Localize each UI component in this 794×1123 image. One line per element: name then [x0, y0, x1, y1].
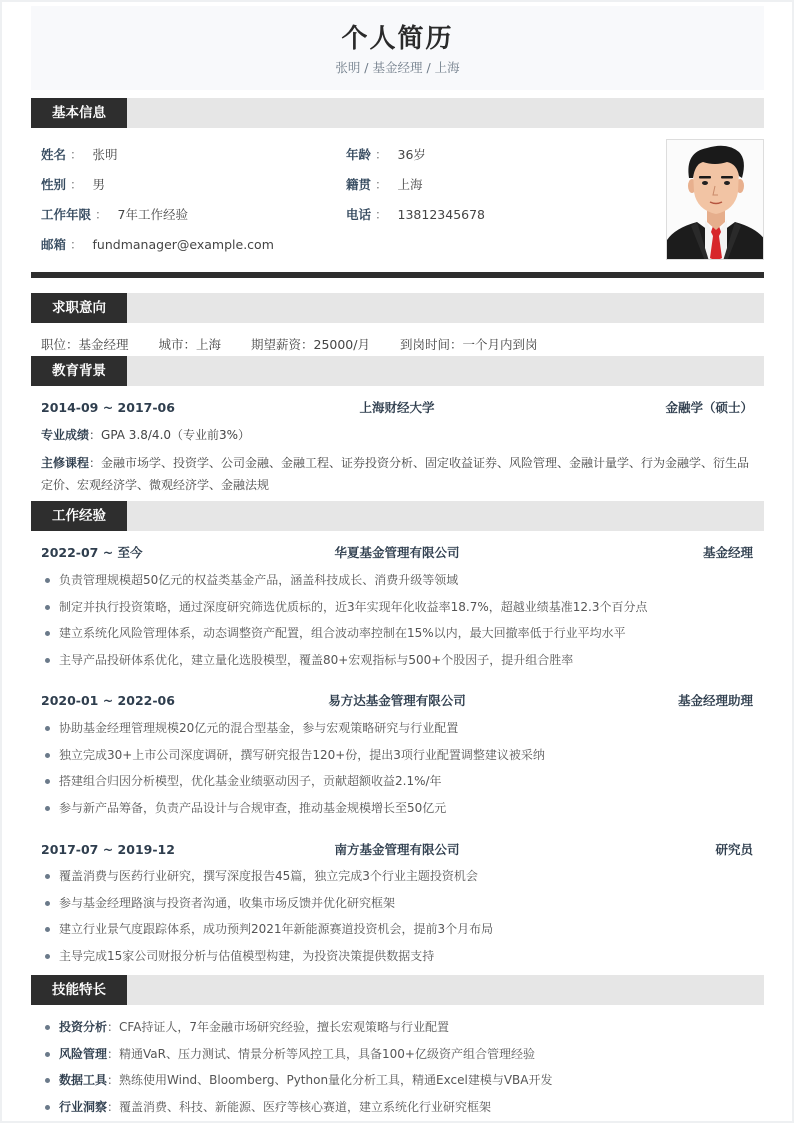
avatar-photo	[666, 139, 764, 260]
list-item: 建立系统化风险管理体系，动态调整资产配置，组合波动率控制在15%以内，最大回撤率低于行业平均水平	[41, 625, 753, 652]
skill-value: ：覆盖消费、科技、新能源、医疗等核心赛道，建立系统化行业研究框架	[107, 1099, 492, 1114]
work-period: 2020-01 ~ 2022-06	[41, 693, 175, 708]
work-bullets	[41, 868, 753, 974]
info-value[interactable]: fundmanager@example.com	[92, 237, 274, 252]
info-value: 上海	[397, 177, 423, 192]
intent-salary: 期望薪资：25000/月	[251, 337, 370, 352]
divider-rule	[31, 272, 764, 278]
colon: ：	[70, 177, 83, 192]
colon: ：	[375, 207, 388, 222]
skill-value: ：熟练使用Wind、Bloomberg、Python量化分析工具，精通Excel建模与VBA开发	[107, 1073, 553, 1087]
info-hometown	[346, 177, 423, 193]
info-years	[41, 207, 188, 223]
info-label: 邮箱	[41, 237, 67, 252]
info-label: 性别	[41, 177, 67, 192]
education-row	[41, 399, 753, 417]
education-gpa	[41, 424, 753, 446]
info-value: 张明	[92, 147, 118, 162]
info-age	[346, 147, 426, 163]
section-title: 求职意向	[31, 293, 127, 323]
list-item: 协助基金经理管理规模20亿元的混合型基金，参与宏观策略研究与行业配置	[41, 720, 753, 747]
info-value: 36岁	[397, 147, 426, 162]
info-phone	[346, 207, 485, 223]
work-company: 南方基金管理有限公司	[334, 842, 460, 857]
colon: ：	[375, 177, 388, 192]
section-job-intent	[31, 293, 764, 323]
info-value: 7年工作经验	[117, 207, 188, 222]
list-item: 制定并执行投资策略，通过深度研究筛选优质标的，近3年实现年化收益率18.7%，超越业绩基准12.3个百分点	[41, 599, 753, 626]
work-period: 2017-07 ~ 2019-12	[41, 842, 175, 857]
work-entry-header	[41, 544, 753, 562]
skill-value: ：精通VaR、压力测试、情景分析等风控工具，具备100+亿级资产组合管理经验	[107, 1046, 535, 1061]
intent-position: 职位：基金经理	[41, 337, 129, 352]
education-period: 2014-09 ~ 2017-06	[41, 400, 175, 415]
courses-label: 主修课程	[41, 456, 90, 470]
skill-item	[41, 1046, 753, 1073]
list-item: 搭建组合归因分析模型，优化基金业绩驱动因子，贡献超额收益2.1%/年	[41, 773, 753, 800]
section-work-experience	[31, 501, 764, 531]
section-basic-info	[31, 98, 764, 128]
info-label: 年龄	[346, 147, 372, 162]
skill-label: 风险管理	[59, 1046, 108, 1061]
colon: ：	[70, 147, 83, 162]
gpa-value: ：GPA 3.8/4.0（专业前3%）	[89, 428, 251, 442]
info-value: 13812345678	[397, 207, 486, 222]
section-title: 技能特长	[31, 975, 127, 1005]
courses-value: ：金融市场学、投资学、公司金融、金融工程、证券投资分析、固定收益证券、风险管理、金融计量学、行为金融学、衍生品定价、宏观经济学、微观经济学、金融法规	[41, 456, 750, 492]
section-title: 工作经验	[31, 501, 127, 531]
colon: ：	[375, 147, 388, 162]
skill-item	[41, 1099, 753, 1123]
info-name	[41, 147, 118, 163]
info-email	[41, 237, 274, 253]
colon: ：	[70, 237, 83, 252]
resume-subtitle: 张明 / 基金经理 / 上海	[335, 60, 460, 75]
info-value: 男	[92, 177, 106, 192]
gpa-label: 专业成绩	[41, 428, 90, 442]
skill-item	[41, 1072, 753, 1099]
skill-item	[41, 1019, 753, 1046]
skills-list	[41, 1019, 753, 1123]
info-gender	[41, 177, 105, 193]
work-role: 基金经理助理	[677, 693, 753, 708]
list-item: 负责管理规模超50亿元的权益类基金产品，涵盖科技成长、消费升级等领域	[41, 572, 753, 599]
list-item: 主导产品投研体系优化，建立量化选股模型，覆盖80+宏观指标与500+个股因子，提升组合胜率	[41, 652, 753, 679]
work-period: 2022-07 ~ 至今	[41, 545, 143, 560]
job-intent-row	[41, 337, 563, 353]
list-item: 参与基金经理路演与投资者沟通，收集市场反馈并优化研究框架	[41, 895, 753, 922]
education-courses	[41, 452, 753, 496]
work-entry-header	[41, 841, 753, 859]
intent-availability: 到岗时间：一个月内到岗	[399, 337, 538, 352]
resume-header	[31, 6, 764, 90]
skill-label: 行业洞察	[59, 1099, 108, 1114]
list-item: 覆盖消费与医药行业研究，撰写深度报告45篇，独立完成3个行业主题投资机会	[41, 868, 753, 895]
list-item: 参与新产品筹备，负责产品设计与合规审查，推动基金规模增长至50亿元	[41, 800, 753, 827]
list-item: 独立完成30+上市公司深度调研，撰写研究报告120+份，提出3项行业配置调整建议被采纳	[41, 747, 753, 774]
info-label: 电话	[346, 207, 372, 222]
info-label: 姓名	[41, 147, 67, 162]
avatar-icon	[667, 140, 764, 260]
skill-value: ：CFA持证人，7年金融市场研究经验，擅长宏观策略与行业配置	[107, 1020, 450, 1034]
resume-title: 个人简历	[341, 24, 454, 54]
section-education	[31, 356, 764, 386]
section-skills	[31, 975, 764, 1005]
section-title: 基本信息	[31, 98, 127, 128]
section-title: 教育背景	[31, 356, 127, 386]
education-degree: 金融学（硕士）	[665, 400, 753, 415]
skill-label: 投资分析	[59, 1020, 108, 1034]
work-bullets	[41, 572, 753, 678]
list-item: 主导完成15家公司财报分析与估值模型构建，为投资决策提供数据支持	[41, 948, 753, 975]
work-role: 基金经理	[702, 545, 753, 560]
colon: ：	[95, 207, 108, 222]
skill-label: 数据工具	[59, 1073, 108, 1087]
info-label: 籍贯	[346, 177, 372, 192]
education-school: 上海财经大学	[359, 400, 435, 415]
work-bullets	[41, 720, 753, 826]
work-entry-header	[41, 692, 753, 710]
work-role: 研究员	[715, 842, 753, 857]
intent-city: 城市：上海	[158, 337, 222, 352]
info-label: 工作年限	[41, 207, 92, 222]
list-item: 建立行业景气度跟踪体系，成功预判2021年新能源赛道投资机会，提前3个月布局	[41, 921, 753, 948]
work-company: 易方达基金管理有限公司	[328, 693, 466, 708]
work-company: 华夏基金管理有限公司	[334, 545, 460, 560]
